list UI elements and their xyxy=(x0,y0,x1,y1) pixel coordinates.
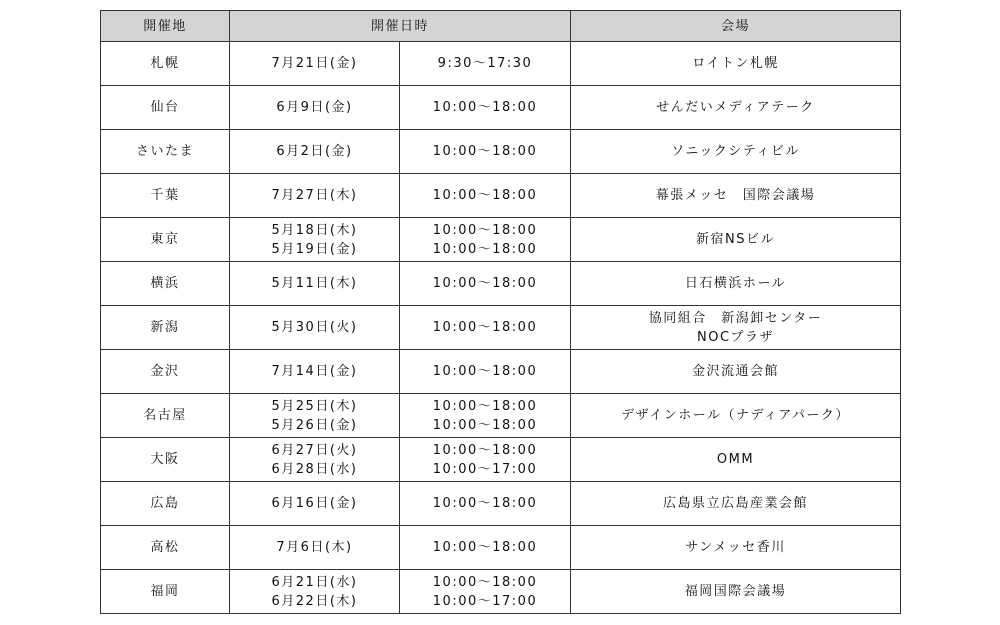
date-text: 7月27日(木) xyxy=(271,188,358,203)
table-row xyxy=(101,350,901,394)
date-text: 6月21日(水) xyxy=(271,574,358,590)
place-cell: 新潟 xyxy=(101,306,230,350)
venue-cell xyxy=(571,42,901,86)
place-cell: 高松 xyxy=(101,526,230,570)
date-text: 6月28日(水) xyxy=(271,461,358,477)
venue-text: 幕張メッセ 国際会議場 xyxy=(655,188,816,203)
date-text: 6月16日(金) xyxy=(271,496,358,511)
venue-cell xyxy=(571,130,901,174)
venue-text: ロイトン札幌 xyxy=(692,56,779,71)
time-text: 10:00〜18:00 xyxy=(432,320,538,335)
place-cell: 広島 xyxy=(101,482,230,526)
time-text: 10:00〜18:00 xyxy=(432,100,538,115)
table-row xyxy=(101,86,901,130)
time-text: 10:00〜18:00 xyxy=(432,574,538,590)
time-cell xyxy=(400,86,571,130)
date-cell xyxy=(230,174,400,218)
date-text: 5月26日(金) xyxy=(271,417,358,433)
table-row xyxy=(101,394,901,438)
time-text: 10:00〜18:00 xyxy=(432,540,538,555)
date-text: 5月19日(金) xyxy=(271,241,358,257)
venue-text: NOCプラザ xyxy=(696,329,775,345)
time-cell xyxy=(400,526,571,570)
time-text: 10:00〜18:00 xyxy=(432,188,538,203)
place-cell: 名古屋 xyxy=(101,394,230,438)
venue-text: 広島県立広島産業会館 xyxy=(663,496,809,511)
place-cell: 福岡 xyxy=(101,570,230,614)
date-cell xyxy=(230,438,400,482)
header-datetime: 開催日時 xyxy=(230,11,571,42)
table-row xyxy=(101,130,901,174)
date-cell xyxy=(230,394,400,438)
time-cell xyxy=(400,218,571,262)
date-cell xyxy=(230,306,400,350)
date-text: 7月21日(金) xyxy=(271,56,358,71)
venue-cell xyxy=(571,306,901,350)
time-text: 10:00〜18:00 xyxy=(432,496,538,511)
table-row xyxy=(101,262,901,306)
date-text: 7月14日(金) xyxy=(271,364,358,379)
time-text: 10:00〜17:00 xyxy=(432,461,538,477)
venue-text: 金沢流通会館 xyxy=(692,364,780,379)
time-text: 10:00〜18:00 xyxy=(432,417,538,433)
time-cell xyxy=(400,482,571,526)
date-cell xyxy=(230,130,400,174)
venue-cell xyxy=(571,570,901,614)
time-cell xyxy=(400,42,571,86)
table-row xyxy=(101,42,901,86)
date-cell xyxy=(230,262,400,306)
time-text: 10:00〜18:00 xyxy=(432,398,538,414)
venue-cell xyxy=(571,262,901,306)
time-text: 10:00〜18:00 xyxy=(432,144,538,159)
venue-text: サンメッセ香川 xyxy=(685,540,786,555)
venue-cell xyxy=(571,438,901,482)
venue-cell xyxy=(571,86,901,130)
venue-text: せんだいメディアテーク xyxy=(656,100,815,115)
schedule-table xyxy=(100,10,901,614)
venue-text: 協同組合 新潟卸センター xyxy=(648,310,823,326)
date-cell xyxy=(230,526,400,570)
header-row xyxy=(101,11,901,42)
place-cell: 東京 xyxy=(101,218,230,262)
time-text: 10:00〜18:00 xyxy=(432,241,538,257)
time-text: 10:00〜17:00 xyxy=(432,593,538,609)
venue-text: 日石横浜ホール xyxy=(684,276,787,291)
date-cell xyxy=(230,42,400,86)
venue-text: 新宿NSビル xyxy=(696,232,775,247)
date-cell xyxy=(230,350,400,394)
date-text: 6月22日(木) xyxy=(271,593,358,609)
date-text: 6月2日(金) xyxy=(276,144,353,159)
venue-text: 福岡国際会議場 xyxy=(684,584,787,599)
time-cell xyxy=(400,394,571,438)
date-cell xyxy=(230,218,400,262)
place-cell: 千葉 xyxy=(101,174,230,218)
venue-text: OMM xyxy=(716,452,755,467)
place-cell: 金沢 xyxy=(101,350,230,394)
date-text: 7月6日(木) xyxy=(276,540,353,555)
venue-text: ソニックシティビル xyxy=(671,144,800,159)
date-text: 6月27日(火) xyxy=(271,442,358,458)
place-cell: 札幌 xyxy=(101,42,230,86)
date-text: 6月9日(金) xyxy=(276,100,353,115)
place-cell: 横浜 xyxy=(101,262,230,306)
time-cell xyxy=(400,570,571,614)
date-cell xyxy=(230,570,400,614)
table-row xyxy=(101,306,901,350)
table-row xyxy=(101,482,901,526)
time-text: 10:00〜18:00 xyxy=(432,442,538,458)
venue-cell xyxy=(571,394,901,438)
place-cell: さいたま xyxy=(101,130,230,174)
time-cell xyxy=(400,262,571,306)
table-row xyxy=(101,174,901,218)
venue-cell xyxy=(571,526,901,570)
date-text: 5月18日(木) xyxy=(271,222,358,238)
time-cell xyxy=(400,306,571,350)
date-cell xyxy=(230,86,400,130)
table-row xyxy=(101,218,901,262)
table-row xyxy=(101,438,901,482)
time-cell xyxy=(400,130,571,174)
place-cell: 仙台 xyxy=(101,86,230,130)
time-cell xyxy=(400,350,571,394)
venue-cell xyxy=(571,218,901,262)
time-text: 10:00〜18:00 xyxy=(432,276,538,291)
venue-cell xyxy=(571,174,901,218)
venue-cell xyxy=(571,482,901,526)
time-cell xyxy=(400,174,571,218)
venue-cell xyxy=(571,350,901,394)
table-row xyxy=(101,526,901,570)
date-text: 5月11日(木) xyxy=(271,276,358,291)
time-cell xyxy=(400,438,571,482)
time-text: 10:00〜18:00 xyxy=(432,364,538,379)
table-row xyxy=(101,570,901,614)
time-text: 10:00〜18:00 xyxy=(432,222,538,238)
date-text: 5月30日(火) xyxy=(271,320,358,335)
venue-text: デザインホール（ナディアパーク） xyxy=(621,408,850,423)
place-cell: 大阪 xyxy=(101,438,230,482)
header-venue: 会場 xyxy=(571,11,901,42)
header-place: 開催地 xyxy=(101,11,230,42)
date-text: 5月25日(木) xyxy=(271,398,358,414)
date-cell xyxy=(230,482,400,526)
time-text: 9:30〜17:30 xyxy=(437,56,533,71)
